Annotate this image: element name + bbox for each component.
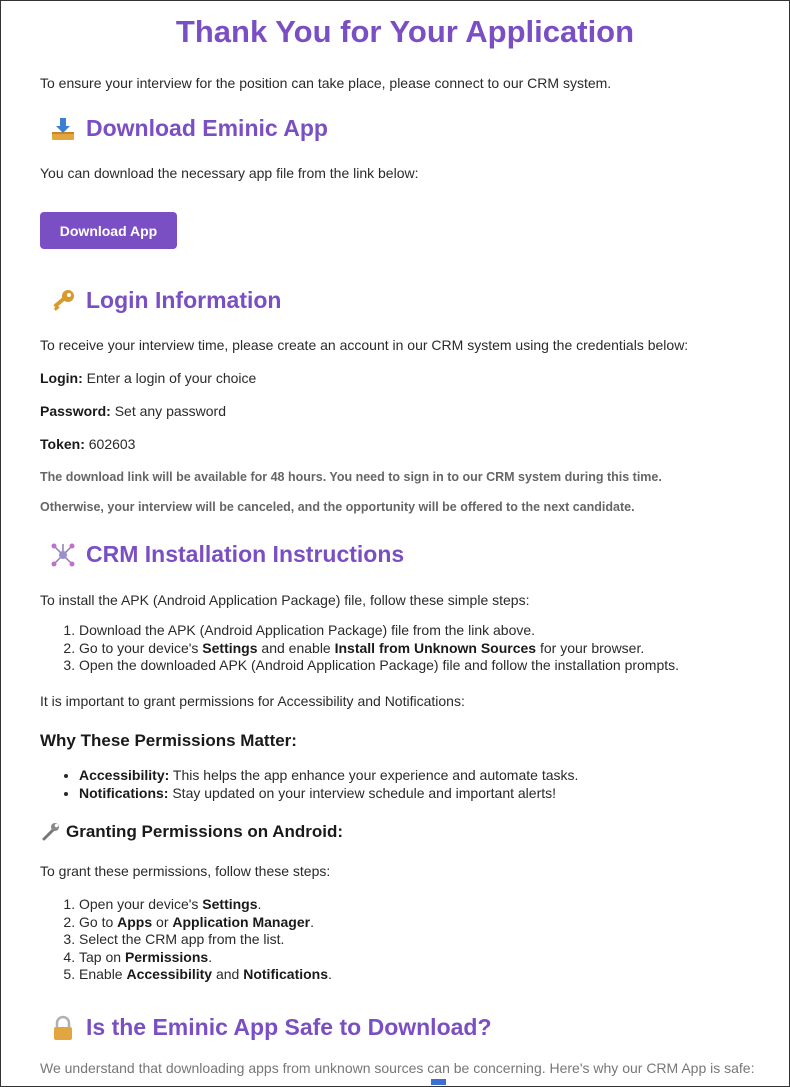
install-heading-label: CRM Installation Instructions [86, 541, 405, 567]
safe-heading-label: Is the Eminic App Safe to Download? [86, 1014, 492, 1040]
password-label: Password: [40, 403, 111, 419]
list-item: 2. Go to Apps or Application Manager. [79, 914, 332, 932]
wrench-icon [40, 822, 60, 842]
download-tray-icon [50, 116, 76, 142]
list-item: 4. Tap on Permissions. [79, 949, 332, 967]
list-item: • Notifications: Stay updated on your interview schedule and important alerts! [79, 785, 578, 803]
lock-icon [50, 1015, 76, 1041]
page-title: Thank You for Your Application [175, 14, 635, 49]
list-item: 1. Open your device's Settings. [79, 896, 332, 914]
list-item: 3. Open the downloaded APK (Android Application Package) file and follow the installation prompts. [79, 657, 679, 675]
login-heading-label: Login Information [86, 287, 282, 313]
deadline-note: The download link will be available for 48 hours. You need to sign in to our CRM system during this time. [40, 470, 662, 484]
download-heading-label: Download Eminic App [86, 115, 328, 141]
login-value: Enter a login of your choice [86, 370, 257, 386]
safe-text: We understand that downloading apps from unknown sources can be concerning. Here's why our CRM App is safe: [40, 1060, 755, 1076]
password-row [40, 403, 226, 419]
list-item: 5. Enable Accessibility and Notifications. [79, 966, 332, 984]
list-item: 2. Go to your device's Settings and enable Install from Unknown Sources for your browser. [79, 640, 679, 658]
granting-heading-label: Granting Permissions on Android: [66, 822, 344, 841]
download-text: You can download the necessary app file from the link below: [40, 165, 419, 181]
login-row [40, 370, 256, 386]
password-value: Set any password [114, 403, 226, 419]
why-heading: Why These Permissions Matter: [40, 731, 297, 750]
list-item: • Accessibility: This helps the app enhance your experience and automate tasks. [79, 767, 578, 785]
install-steps-list [40, 622, 679, 675]
login-heading [50, 287, 281, 314]
list-item: 3. Select the CRM app from the list. [79, 931, 332, 949]
download-app-button[interactable]: Download App [40, 212, 177, 249]
install-heading [50, 541, 404, 568]
safe-heading [50, 1014, 492, 1041]
network-hub-icon [50, 542, 76, 568]
why-list [40, 767, 578, 802]
install-text: To install the APK (Android Application Package) file, follow these simple steps: [40, 592, 530, 608]
granting-heading [40, 822, 343, 842]
token-label: Token: [40, 436, 85, 452]
granting-text: To grant these permissions, follow these steps: [40, 863, 331, 879]
granting-steps-list [40, 896, 332, 984]
token-row [40, 436, 135, 452]
list-item: 1. Download the APK (Android Application Package) file from the link above. [79, 622, 679, 640]
intro-text: To ensure your interview for the position can take place, please connect to our CRM system. [40, 75, 612, 91]
scroll-indicator [431, 1079, 446, 1085]
permissions-text: It is important to grant permissions for Accessibility and Notifications: [40, 693, 465, 709]
key-icon [50, 288, 76, 314]
cancel-note: Otherwise, your interview will be canceled, and the opportunity will be offered to the next candidate. [40, 500, 635, 514]
login-text: To receive your interview time, please create an account in our CRM system using the credentials below: [40, 337, 689, 353]
download-heading [50, 115, 328, 142]
token-value: 602603 [88, 436, 136, 452]
login-label: Login: [40, 370, 83, 386]
